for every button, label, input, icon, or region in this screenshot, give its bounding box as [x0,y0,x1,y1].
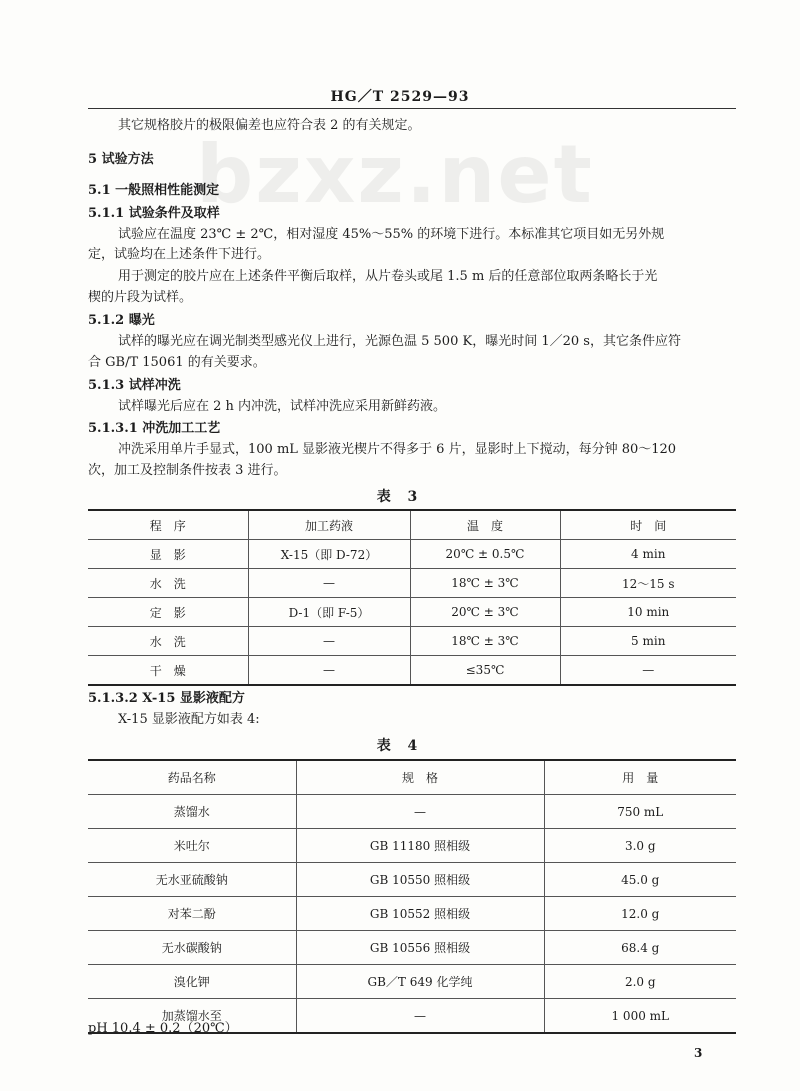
intro-line: 其它规格胶片的极限偏差也应符合表 2 的有关规定。 [118,118,421,133]
table-4-row [88,931,736,965]
table-4-caption: 表 4 [376,738,424,754]
table-4-cell: 3.0 g [544,829,736,863]
table-3-header-cell: 加工药液 [248,510,410,540]
section-5-title: 5 试验方法 [88,152,154,167]
table-4-cell: — [296,999,544,1034]
table-4-cell: 45.0 g [544,863,736,897]
para-5-1-1-line4: 楔的片段为试样。 [88,290,193,305]
table-3-row [88,540,736,569]
para-5-1-1-line3: 用于测定的胶片应在上述条件平衡后取样，从片卷头或尾 1.5 m 后的任意部位取两条略长于光 [118,269,658,284]
table-4-cell: 加蒸馏水至 [88,999,296,1034]
table-3-cell: ≤35℃ [410,656,560,686]
table-3-cell: — [248,569,410,598]
table-3-cell: 20℃ ± 3℃ [410,598,560,627]
page-header: HG／T 2529—93 [330,89,470,105]
para-5-1-1-line2: 定，试验均在上述条件下进行。 [88,247,271,262]
table-4-row [88,897,736,931]
table-3-row [88,569,736,598]
table-4-cell: GB 11180 照相级 [296,829,544,863]
table-3-cell: — [248,627,410,656]
table-3-cell: D-1（即 F-5） [248,598,410,627]
page-number: 3 [694,1046,703,1060]
table-3-cell: 干 燥 [88,656,248,686]
table-4-cell: 对苯二酚 [88,897,296,931]
para-5-1-3-1-line1: 冲洗采用单片手显式，100 mL 显影液光楔片不得多于 6 片，显影时上下搅动，每分钟 80～120 [118,442,677,457]
table-3-cell: 显 影 [88,540,248,569]
section-5-1-1-title: 5.1.1 试验条件及取样 [88,206,220,221]
table-3-row [88,598,736,627]
table-3-header-cell: 温 度 [410,510,560,540]
table-3 [88,509,736,686]
table-4-cell: 米吐尔 [88,829,296,863]
table-4-cell: 68.4 g [544,931,736,965]
table-3-cell: 18℃ ± 3℃ [410,627,560,656]
table-4-row [88,795,736,829]
table-4-cell: — [296,795,544,829]
para-5-1-3-line1: 试样曝光后应在 2 h 内冲洗，试样冲洗应采用新鲜药液。 [118,399,447,414]
table-4-cell: 无水亚硫酸钠 [88,863,296,897]
table-3-cell: 10 min [560,598,736,627]
section-5-1-3-title: 5.1.3 试样冲洗 [88,378,181,393]
para-5-1-3-1-line2: 次，加工及控制条件按表 3 进行。 [88,463,287,478]
table-4-cell: 750 mL [544,795,736,829]
table-4-header-cell: 规 格 [296,760,544,795]
table-3-row [88,627,736,656]
table-3-cell: 4 min [560,540,736,569]
table-3-cell: — [560,656,736,686]
ph-note: pH 10.4 ± 0.2（20℃） [88,1021,238,1036]
table-3-cell: 5 min [560,627,736,656]
table-4-cell: 蒸馏水 [88,795,296,829]
table-4-header-row [88,760,736,795]
table-4-cell: 2.0 g [544,965,736,999]
table-4-row [88,829,736,863]
table-3-cell: 20℃ ± 0.5℃ [410,540,560,569]
para-5-1-2-line2: 合 GB/T 15061 的有关要求。 [88,355,266,370]
table-4-cell: GB 10556 照相级 [296,931,544,965]
header-rule [88,108,736,109]
table-4-cell: 无水碳酸钠 [88,931,296,965]
table-4-row [88,965,736,999]
para-5-1-3-2-line1: X-15 显影液配方如表 4: [118,712,260,727]
table-3-cell: 18℃ ± 3℃ [410,569,560,598]
table-3-cell: 水 洗 [88,627,248,656]
table-4-row [88,863,736,897]
section-5-1-title: 5.1 一般照相性能测定 [88,183,220,198]
table-3-header-cell: 程 序 [88,510,248,540]
table-3-caption: 表 3 [376,489,424,505]
table-3-row [88,656,736,686]
table-4-cell: 12.0 g [544,897,736,931]
watermark: bzxz.net [196,128,594,221]
table-3-cell: 定 影 [88,598,248,627]
table-4 [88,759,736,1034]
para-5-1-1-line1: 试验应在温度 23℃ ± 2℃，相对湿度 45%～55% 的环境下进行。本标准其它项目如无另外规 [118,227,665,242]
table-4-cell: GB 10552 照相级 [296,897,544,931]
table-4-cell: 溴化钾 [88,965,296,999]
table-3-header-cell: 时 间 [560,510,736,540]
table-3-cell: 水 洗 [88,569,248,598]
table-3-cell: 12～15 s [560,569,736,598]
table-4-header-cell: 药品名称 [88,760,296,795]
table-4-header-cell: 用 量 [544,760,736,795]
section-5-1-3-1-title: 5.1.3.1 冲洗加工工艺 [88,421,221,436]
table-4-cell: GB／T 649 化学纯 [296,965,544,999]
table-4-cell: GB 10550 照相级 [296,863,544,897]
table-3-cell: — [248,656,410,686]
table-3-header-row [88,510,736,540]
table-3-cell: X-15（即 D-72） [248,540,410,569]
para-5-1-2-line1: 试样的曝光应在调光制类型感光仪上进行，光源色温 5 500 K，曝光时间 1／20 s，其它条件应符 [118,334,681,349]
section-5-1-3-2-title: 5.1.3.2 X-15 显影液配方 [88,691,245,706]
section-5-1-2-title: 5.1.2 曝光 [88,313,155,328]
table-4-cell: 1 000 mL [544,999,736,1034]
